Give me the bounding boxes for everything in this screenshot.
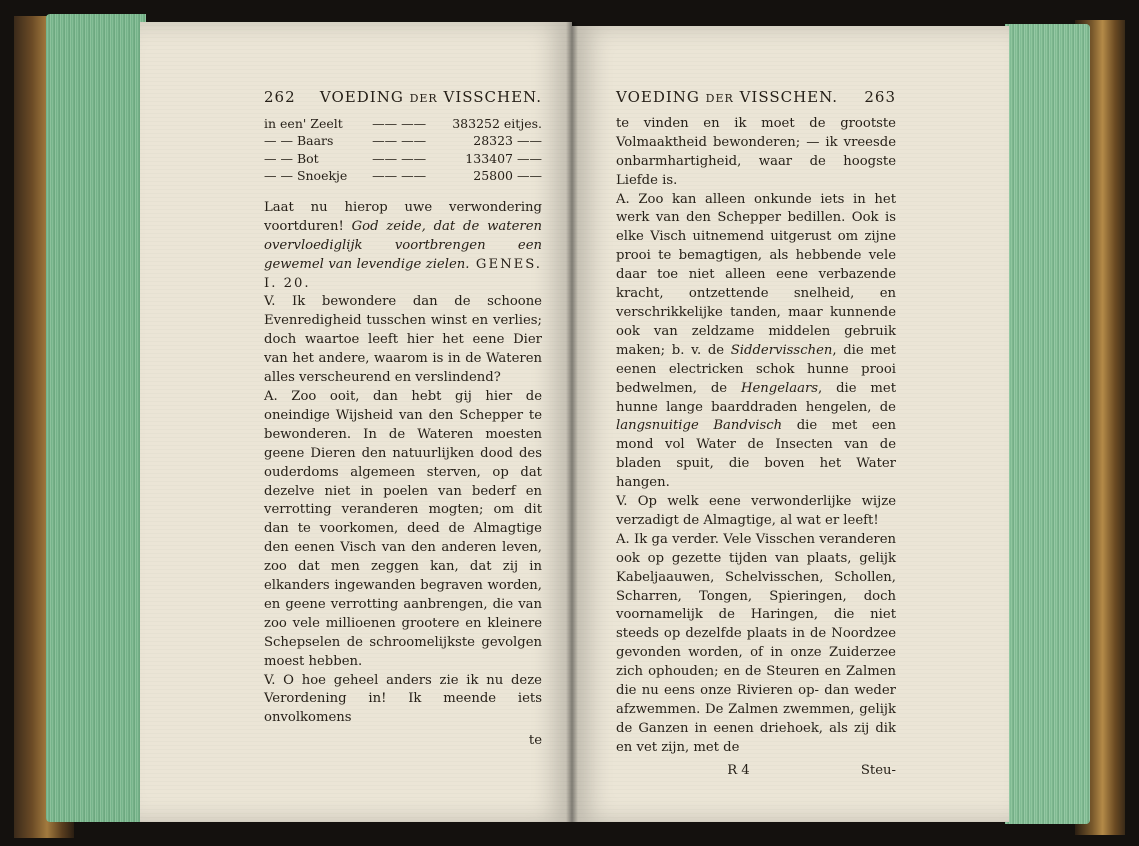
paragraph: V. Op welk eene verwonderlijke wijze verzadigt de Almagtige, al wat er leeft! [616, 494, 896, 528]
table-row: in een' Zeelt —— —— 383252 eitjes. [264, 115, 542, 131]
left-page [140, 22, 572, 822]
right-page-number: 263 [864, 88, 896, 106]
paragraph: A. Ik ga verder. Vele Visschen veranderen ook op gezette tijden van plaats, gelijk Kabeljaauwen, Schelvisschen, Schollen, Scharren, Tongen, Spieringen, doch voornamelijk de Haringen, die niet steeds op dezelfde plaats in de Noordzee gevonden worden, of in onze Zuiderzee zich ophouden; en de Steuren en Zalmen die nu eens onze Rivieren op- dan weder afzwemmen. De Zalmen zwemmen, gelijk de Ganzen in eenen driehoek, als zij dik en vet zijn, met de [616, 531, 896, 755]
paragraph: A. Zoo kan alleen onkunde iets in het werk van den Schepper bedillen. Ook is elke Visch uitnemend uitgerust om zijne prooi te bemagtigen, als hebbende vele daar toe niet alleen eene verbazende kracht, ontzettende snelheid, en verschrikkelijke tanden, maar kunnende ook van zeldzame middelen gebruik maken; b. v. de Siddervisschen, die met eenen electricken schok hunne prooi bedwelmen, de Hengelaars, die met hunne lange baarddraden hengelen, de langsnuitige Bandvisch die met een mond vol Water de Insecten van de bladen spuit, die boven het Water hangen. [616, 191, 896, 491]
paragraph: V. Ik bewondere dan de schoone Evenredigheid tusschen winst en verlies; doch waartoe leeft hier het eene Dier van het andere, waarom is in de Wateren alles verscheurend en verslindend? [264, 294, 542, 386]
table-row: — — Bot —— —— 133407 —— [264, 150, 542, 166]
right-page [572, 26, 1009, 822]
right-running-head [616, 88, 896, 109]
table-row: — — Snoekje —— —— 25800 —— [264, 168, 542, 184]
left-footer [264, 732, 542, 751]
left-page-text [264, 88, 542, 751]
signature-mark: R 4 [727, 762, 750, 778]
paragraph: A. Zoo ooit, dan hebt gij hier de oneindige Wijsheid van den Schepper te bewonderen. In de Wateren moesten geene Dieren den natuurlijken dood des ouderdoms algemeen sterven, op dat dezelve niet in poelen van bederf en verrotting veranderen mogten; om dit dan te voorkomen, deed de Almagtige den eenen Visch van den anderen leven, zoo dat men zeggen kan, dat zij in elkanders ingewanden begraven worden, en geene verrotting aanbrengen, die van zoo vele millioenen grootere en kleinere Schepselen de schroomelijkste gevolgen moest hebben. [264, 388, 542, 669]
paragraph: V. O hoe geheel anders zie ik nu deze Verordening in! Ik meende iets onvolkomens [264, 672, 542, 726]
right-page-text [616, 88, 896, 781]
table-row: — — Baars —— —— 28323 —— [264, 133, 542, 149]
left-head-title: VOEDING DER VISSCHEN. [319, 88, 542, 106]
right-footer [616, 762, 896, 781]
page-edges-left [46, 14, 146, 822]
right-catchword: Steu- [860, 762, 896, 778]
page-edges-right [1005, 24, 1090, 824]
left-page-number: 262 [264, 88, 296, 106]
left-running-head [264, 88, 542, 109]
left-catchword: te [528, 733, 542, 749]
paragraph: Laat nu hierop uwe verwondering voortduren! God zeide, dat de wateren overvloediglijk voortbrengen een gewemel van levendige zielen. GENES. I. 20. [264, 199, 542, 291]
book-gutter [566, 22, 578, 822]
paragraph: te vinden en ik moet de grootste Volmaaktheid bewonderen; — ik vreesde onbarmhartigheid, waar de hoogste Liefde is. [616, 115, 896, 188]
egg-count-table [264, 115, 542, 185]
right-head-title: VOEDING DER VISSCHEN. [616, 88, 839, 106]
